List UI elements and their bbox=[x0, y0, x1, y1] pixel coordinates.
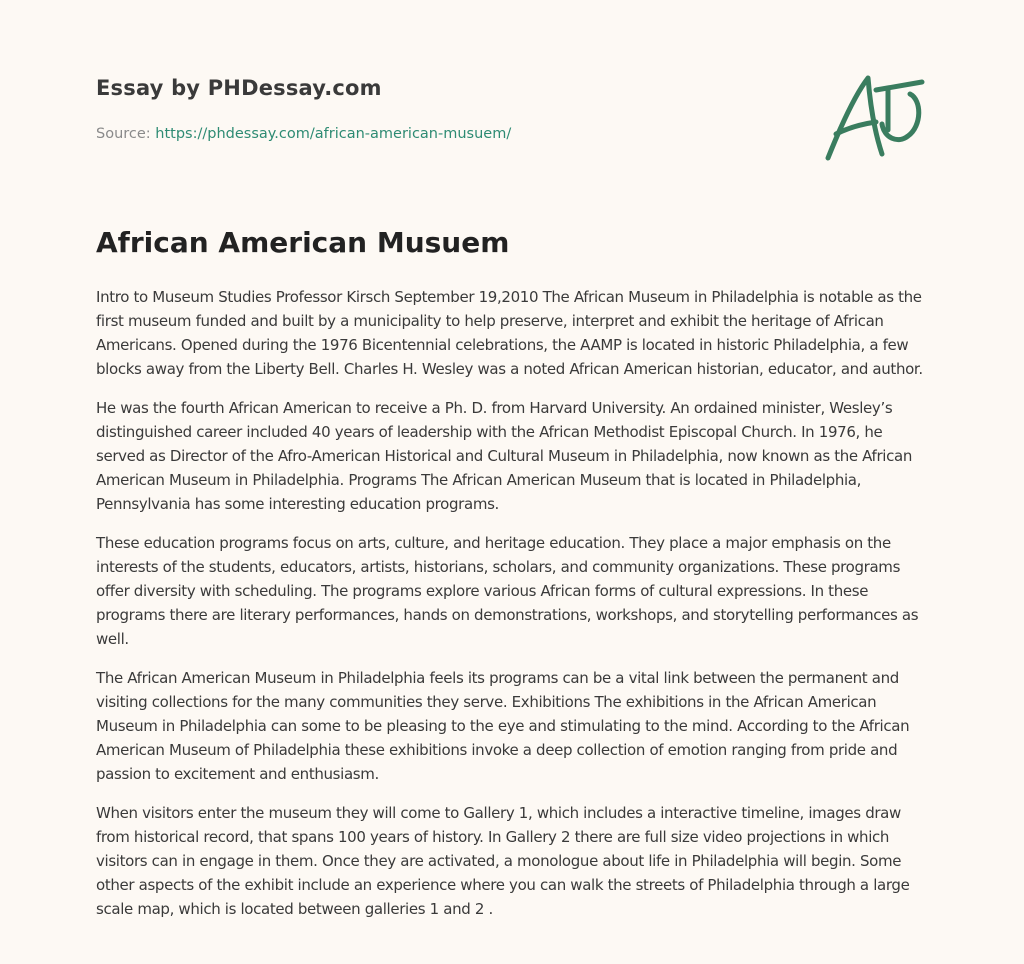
essay-content bbox=[96, 226, 930, 936]
site-title: Essay by PHDessay.com bbox=[96, 76, 382, 100]
header bbox=[96, 76, 796, 142]
source-line bbox=[96, 126, 796, 142]
a-plus-grade-icon bbox=[818, 66, 930, 166]
essay-paragraph: When visitors enter the museum they will come to Gallery 1, which includes a interactive timeline, images draw from historical record, that spans 100 years of history. In Gallery 2 there are full size video projections in which visitors can in engage in them. Once they are activated, a monologue about life in Philadelphia will begin. Some other aspects of the exhibit include an experience where you can walk the streets of Philadelphia through a large scale map, which is located between galleries 1 and 2 . bbox=[96, 804, 910, 918]
essay-paragraph: He was the fourth African American to receive a Ph. D. from Harvard University. An ordained minister, Wesley’s distinguished career included 40 years of leadership with the African Methodist Episcopal Church. In 1976, he served as Director of the Afro-American Historical and Cultural Museum in Philadelphia, now known as the African American Museum in Philadelphia. Programs The African American Museum that is located in Philadelphia, Pennsylvania has some interesting education programs. bbox=[96, 399, 913, 513]
source-label: Source: bbox=[96, 126, 151, 142]
essay-paragraph: The African American Museum in Philadelphia feels its programs can be a vital link between the permanent and visiting collections for the many communities they serve. Exhibitions The exhibitions in the African American Museum in Philadelphia can some to be pleasing to the eye and stimulating to the mind. According to the African American Museum of Philadelphia these exhibitions invoke a deep collection of emotion ranging from pride and passion to excitement and enthusiasm. bbox=[96, 669, 910, 783]
essay-paragraph: These education programs focus on arts, culture, and heritage education. They place a major emphasis on the interests of the students, educators, artists, historians, scholars, and community organizations. These programs offer diversity with scheduling. The programs explore various African forms of cultural expressions. In these programs there are literary performances, hands on demonstrations, workshops, and storytelling performances as well. bbox=[96, 534, 919, 648]
essay-title: African American Musuem bbox=[96, 226, 510, 259]
source-link[interactable]: https://phdessay.com/african-american-musuem/ bbox=[155, 126, 512, 142]
essay-paragraph: Intro to Museum Studies Professor Kirsch September 19,2010 The African Museum in Philadelphia is notable as the first museum funded and built by a municipality to help preserve, interpret and exhibit the heritage of African Americans. Opened during the 1976 Bicentennial celebrations, the AAMP is located in historic Philadelphia, a few blocks away from the Liberty Bell. Charles H. Wesley was a noted African American historian, educator, and author. bbox=[96, 288, 923, 378]
